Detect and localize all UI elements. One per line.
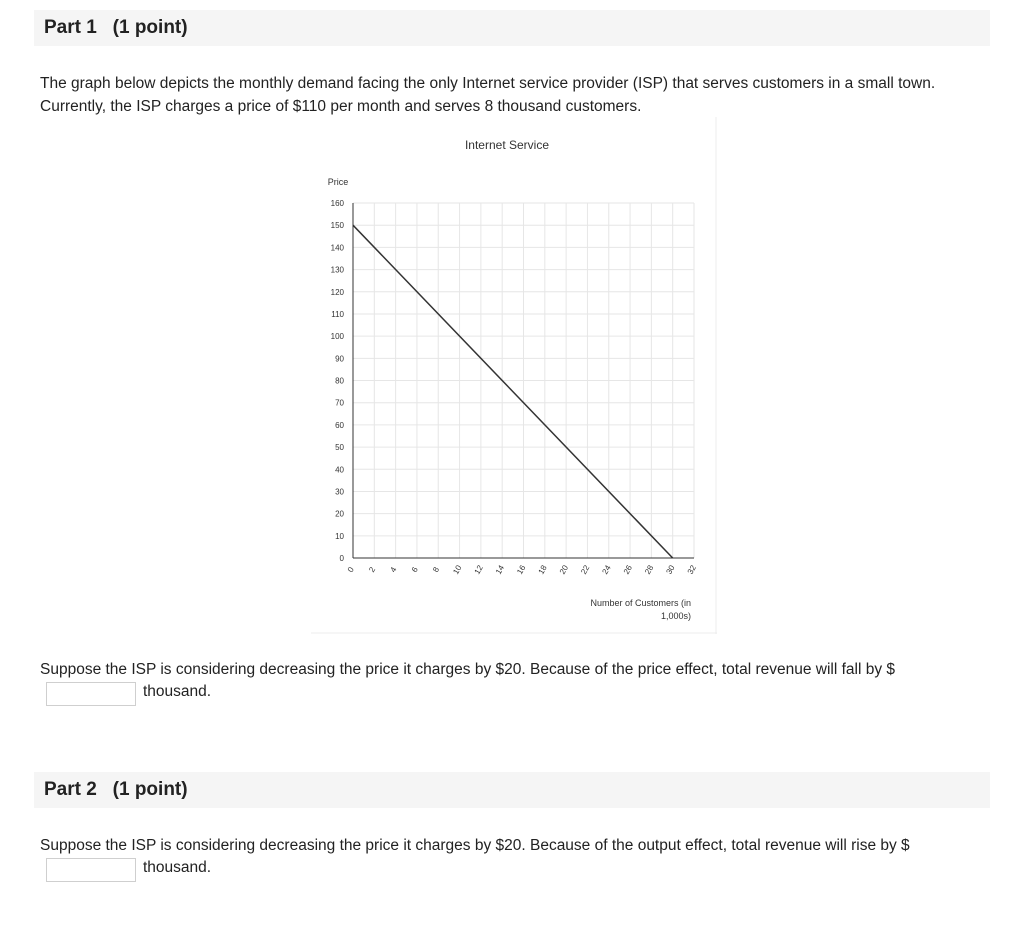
x-tick-label: 6 xyxy=(409,565,420,574)
y-tick-label: 20 xyxy=(335,509,344,519)
part2-title: Part 2 (1 point) xyxy=(44,779,188,800)
x-tick-label: 30 xyxy=(664,563,677,576)
part2-header xyxy=(34,772,990,808)
chart-frame xyxy=(311,117,717,634)
x-tick-label: 22 xyxy=(579,563,592,576)
x-tick-label: 16 xyxy=(515,563,528,576)
chart-y-label: Price xyxy=(327,177,349,187)
x-tick-label: 4 xyxy=(388,565,399,574)
x-tick-label: 18 xyxy=(536,563,549,576)
y-tick-label: 150 xyxy=(330,221,344,231)
y-tick-label: 60 xyxy=(335,420,344,430)
demand-chart xyxy=(311,117,717,634)
y-tick-label: 160 xyxy=(330,199,344,208)
part2-answer-suffix: thousand. xyxy=(143,859,212,876)
y-tick-label: 0 xyxy=(339,554,344,563)
part1-intro-line1: The graph below depicts the monthly demand facing the only Internet service provider (ISP) that serves customers in a small town. xyxy=(40,75,936,92)
y-tick-label: 10 xyxy=(335,531,344,541)
x-tick-label: 24 xyxy=(600,563,613,576)
x-tick-label: 8 xyxy=(431,565,442,574)
x-tick-label: 28 xyxy=(643,563,656,576)
part1-answer-suffix: thousand. xyxy=(143,683,212,700)
y-tick-label: 120 xyxy=(330,287,344,297)
y-tick-label: 70 xyxy=(335,398,344,408)
x-tick-label: 2 xyxy=(367,565,378,574)
part1-question: Suppose the ISP is considering decreasing the price it charges by $20. Because of the price effect, total revenue will fall by $ xyxy=(40,661,896,678)
chart-x-label-line1: Number of Customers (in xyxy=(590,598,691,608)
part2-question: Suppose the ISP is considering decreasing the price it charges by $20. Because of the output effect, total revenue will rise by $ xyxy=(40,837,910,854)
y-tick-label: 80 xyxy=(335,376,344,386)
chart-title: Internet Service xyxy=(464,138,550,152)
y-tick-label: 110 xyxy=(331,309,344,319)
part2-answer-input[interactable] xyxy=(46,858,136,882)
y-tick-label: 50 xyxy=(335,443,344,453)
x-tick-label: 12 xyxy=(472,563,485,576)
y-tick-label: 90 xyxy=(335,354,344,364)
x-tick-label: 0 xyxy=(345,565,356,574)
part1-answer-input[interactable] xyxy=(46,682,136,706)
part1-title: Part 1 (1 point) xyxy=(44,17,188,38)
x-tick-label: 32 xyxy=(685,563,698,576)
x-tick-label: 26 xyxy=(621,563,635,576)
y-tick-label: 40 xyxy=(335,465,344,475)
part1-intro-line2: Currently, the ISP charges a price of $110 per month and serves 8 thousand customers. xyxy=(40,98,642,115)
x-tick-label: 10 xyxy=(451,563,464,576)
y-tick-label: 100 xyxy=(330,332,344,342)
part1-header xyxy=(34,10,990,46)
x-tick-label: 14 xyxy=(493,563,507,576)
y-tick-label: 140 xyxy=(330,243,344,253)
y-tick-label: 30 xyxy=(335,487,344,497)
y-tick-label: 130 xyxy=(330,265,344,275)
chart-x-label-line2: 1,000s) xyxy=(660,611,691,621)
x-tick-label: 20 xyxy=(557,563,571,576)
